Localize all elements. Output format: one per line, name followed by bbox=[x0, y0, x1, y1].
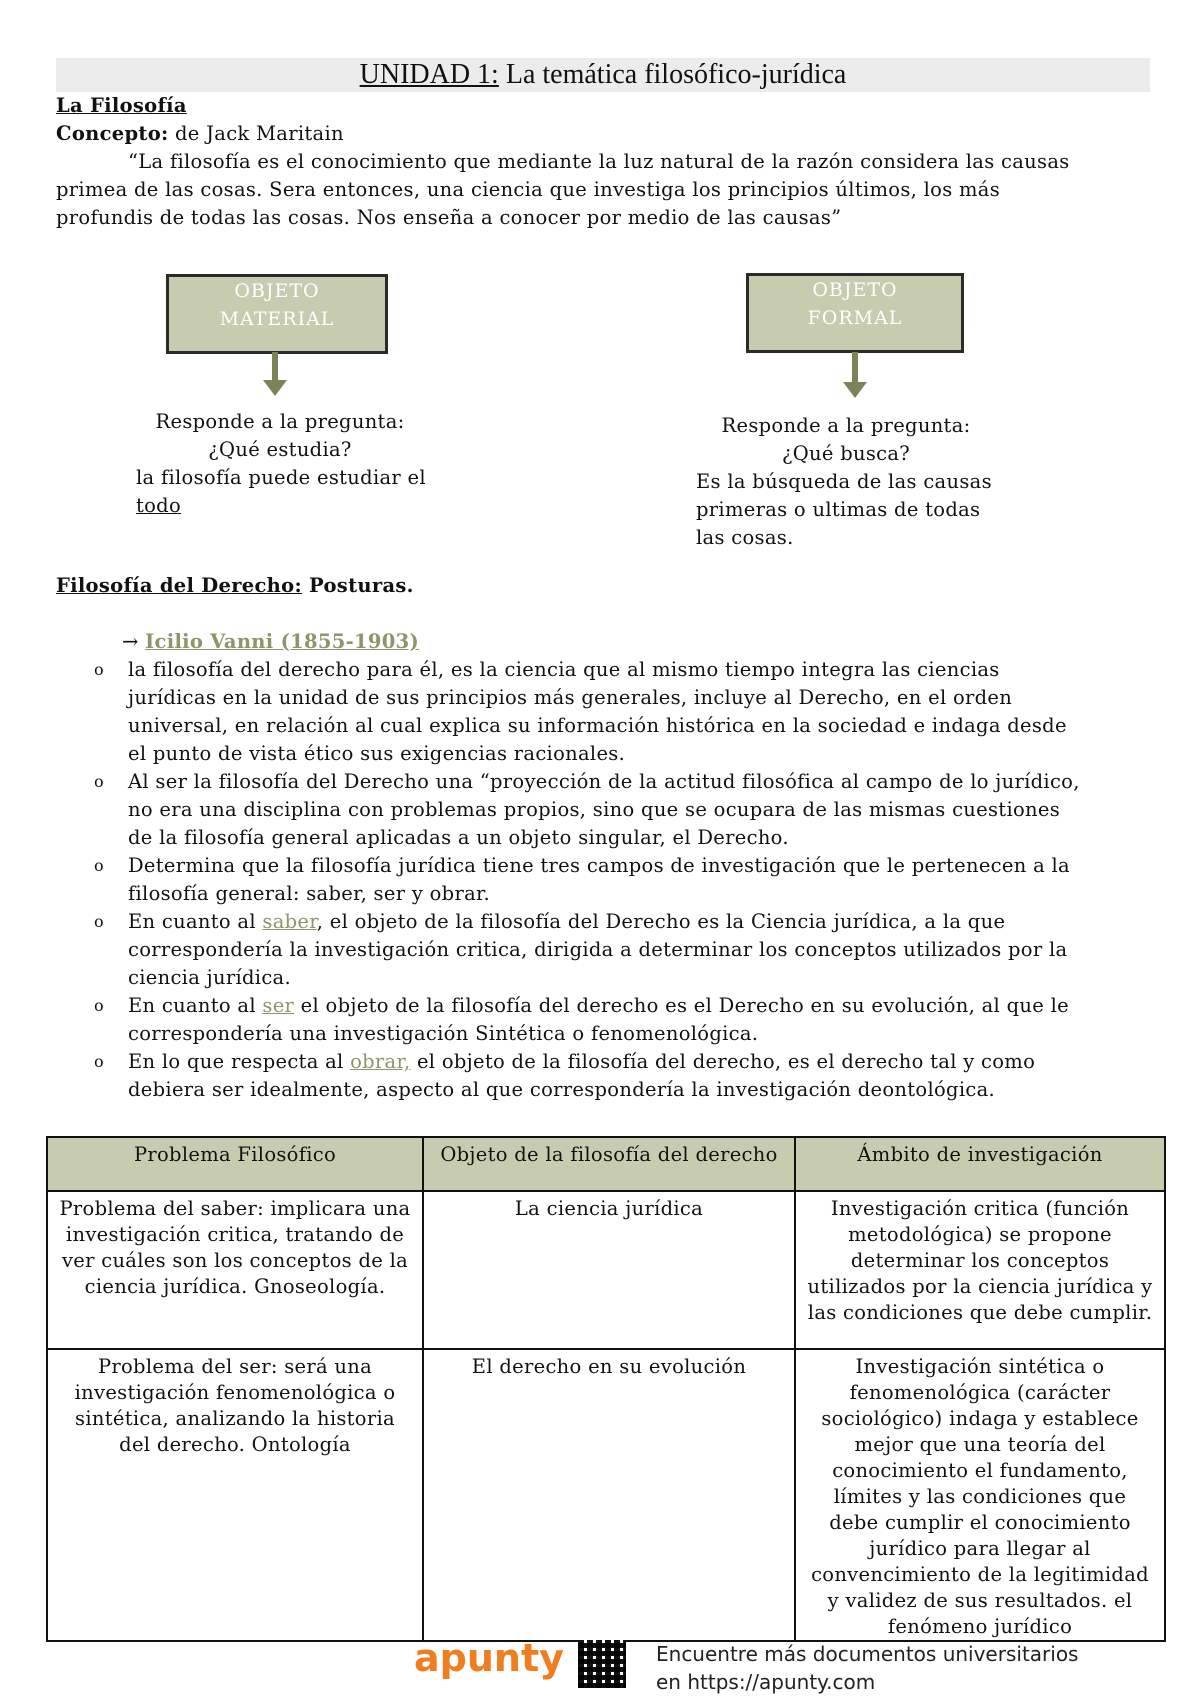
keyword-obrar: obrar, bbox=[350, 1050, 411, 1073]
objeto-material-response bbox=[130, 408, 430, 520]
arrow-right-icon: → bbox=[122, 630, 139, 653]
box-left-line1: OBJETO bbox=[234, 280, 320, 302]
arrow-down-icon bbox=[843, 382, 867, 398]
bullet-icon: o bbox=[94, 912, 104, 931]
resp-left-2: ¿Qué estudia? bbox=[208, 438, 352, 461]
bullet-icon: o bbox=[94, 660, 104, 679]
list-item bbox=[56, 656, 1166, 768]
line: no era una disciplina con problemas propios, sino que se ocupara de las mismas cuestiones bbox=[128, 798, 1061, 821]
resp-right-1: Responde a la pregunta: bbox=[721, 414, 971, 437]
line: correspondería una investigación Sintética o fenomenológica. bbox=[128, 1022, 759, 1045]
table-cell: Investigación sintética o fenomenológica (carácter sociológico) indaga y establece mejor que una teoría del conocimiento el fundamento, límites y las condiciones que debe cumplir el conocimiento jurídico para llegar al convencimiento de la legitimidad y validez de sus resultados. el fenómeno jurídico bbox=[795, 1349, 1165, 1641]
postures-heading bbox=[56, 572, 1166, 600]
text: , el objeto de la filosofía del Derecho es la Ciencia jurídica, a la que bbox=[316, 910, 1006, 933]
table-cell: Investigación critica (función metodológica) se propone determinar los conceptos utilizados por la ciencia jurídica y las condiciones que debe cumplir. bbox=[795, 1191, 1165, 1349]
bullet-icon: o bbox=[94, 856, 104, 875]
objeto-material-box bbox=[166, 274, 388, 354]
table-cell: Problema del saber: implicara una investigación critica, tratando de ver cuáles son los conceptos de la ciencia jurídica. Gnoseología. bbox=[47, 1191, 423, 1349]
resp-right-3: Es la búsqueda de las causas bbox=[696, 470, 992, 493]
table-row bbox=[47, 1191, 1165, 1349]
line: ciencia jurídica. bbox=[128, 966, 291, 989]
section-intro bbox=[56, 92, 1156, 232]
box-right-line1: OBJETO bbox=[812, 279, 898, 301]
concept-label: Concepto: bbox=[56, 122, 169, 145]
list-item bbox=[56, 852, 1166, 908]
text: el objeto de la filosofía del derecho es el Derecho en su evolución, al que le bbox=[294, 994, 1069, 1017]
keyword-ser: ser bbox=[262, 994, 295, 1017]
list-item bbox=[56, 992, 1166, 1048]
section-postures bbox=[56, 572, 1166, 1104]
table-header: Problema Filosófico bbox=[47, 1137, 423, 1191]
quote-line-1: “La filosofía es el conocimiento que mediante la luz natural de la razón considera las causas bbox=[128, 150, 1070, 173]
bullet-icon: o bbox=[94, 996, 104, 1015]
box-right-line2: FORMAL bbox=[807, 307, 903, 329]
resp-left-3: la filosofía puede estudiar el bbox=[136, 466, 426, 489]
author-link[interactable]: Icilio Vanni (1855-1903) bbox=[145, 630, 419, 653]
footer-line-1: Encuentre más documentos universitarios bbox=[656, 1642, 1079, 1666]
footer-text bbox=[656, 1640, 1078, 1696]
concept-line bbox=[56, 120, 1156, 148]
line: la filosofía del derecho para él, es la ciencia que al mismo tiempo integra las ciencias bbox=[128, 658, 1000, 681]
line bbox=[128, 1048, 1166, 1076]
concept-author: de Jack Maritain bbox=[168, 122, 344, 145]
text: En lo que respecta al bbox=[128, 1050, 351, 1073]
line: debiera ser idealmente, aspecto al que correspondería la investigación deontológica. bbox=[128, 1078, 996, 1101]
table-header: Objeto de la filosofía del derecho bbox=[423, 1137, 795, 1191]
table-header-row bbox=[47, 1137, 1165, 1191]
list-item bbox=[56, 908, 1166, 992]
qr-code-icon bbox=[578, 1640, 626, 1688]
bullet-icon: o bbox=[94, 1052, 104, 1071]
quote-line-2: primea de las cosas. Sera entonces, una ciencia que investiga los principios últimos, los más bbox=[56, 178, 1001, 201]
quote-line-3: profundis de todas las cosas. Nos enseña a conocer por medio de las causas” bbox=[56, 206, 842, 229]
postures-list bbox=[56, 656, 1166, 1104]
resp-left-1: Responde a la pregunta: bbox=[155, 410, 405, 433]
line bbox=[128, 992, 1166, 1020]
arrow-down-left-shaft bbox=[272, 352, 278, 380]
objeto-formal-response bbox=[696, 412, 1056, 552]
line: correspondería la investigación critica, dirigida a determinar los conceptos utilizados por la bbox=[128, 938, 1068, 961]
list-item bbox=[56, 1048, 1166, 1104]
line: filosofía general: saber, ser y obrar. bbox=[128, 882, 490, 905]
text: En cuanto al bbox=[128, 910, 263, 933]
footer-link[interactable]: en https://apunty.com bbox=[656, 1670, 876, 1694]
arrow-down-icon bbox=[263, 380, 287, 396]
line: Determina que la filosofía jurídica tiene tres campos de investigación que le pertenecen a la bbox=[128, 854, 1070, 877]
comparison-table bbox=[46, 1136, 1166, 1642]
line: jurídicas en la unidad de sus principios más generales, incluye al Derecho, en el orden bbox=[128, 686, 1013, 709]
line: universal, en relación al cual explica su información histórica en la sociedad e indaga desde bbox=[128, 714, 1067, 737]
table-header: Ámbito de investigación bbox=[795, 1137, 1165, 1191]
resp-right-5: las cosas. bbox=[696, 526, 794, 549]
postures-heading-rest: Posturas. bbox=[301, 574, 414, 597]
title-unit: UNIDAD 1: bbox=[359, 59, 499, 90]
page-title bbox=[56, 58, 1150, 92]
resp-right-2: ¿Qué busca? bbox=[781, 442, 911, 465]
bullet-icon: o bbox=[94, 772, 104, 791]
resp-right-4: primeras o ultimas de todas bbox=[696, 498, 981, 521]
apunty-logo[interactable] bbox=[414, 1638, 564, 1678]
table-cell: La ciencia jurídica bbox=[423, 1191, 795, 1349]
logo-text: apunty bbox=[414, 1636, 564, 1680]
line bbox=[128, 908, 1166, 936]
author-line bbox=[56, 628, 1166, 656]
box-left-line2: MATERIAL bbox=[219, 308, 335, 330]
objeto-formal-box bbox=[746, 273, 964, 353]
text: el objeto de la filosofía del derecho, es el derecho tal y como bbox=[410, 1050, 1036, 1073]
text: En cuanto al bbox=[128, 994, 263, 1017]
arrow-down-right-shaft bbox=[852, 352, 858, 382]
list-item bbox=[56, 768, 1166, 852]
postures-heading-ul: Filosofía del Derecho: bbox=[56, 574, 302, 597]
line: de la filosofía general aplicadas a un objeto singular, el Derecho. bbox=[128, 826, 789, 849]
keyword-saber: saber bbox=[262, 910, 317, 933]
line: Al ser la filosofía del Derecho una “proyección de la actitud filosófica al campo de lo jurídico, bbox=[128, 770, 1080, 793]
resp-left-4: todo bbox=[136, 494, 181, 517]
section-heading: La Filosofía bbox=[56, 94, 187, 117]
line: el punto de vista ético sus exigencias racionales. bbox=[128, 742, 626, 765]
title-text: La temática filosófico-jurídica bbox=[498, 59, 847, 90]
table-cell: Problema del ser: será una investigación fenomenológica o sintética, analizando la historia del derecho. Ontología bbox=[47, 1349, 423, 1641]
table-cell: El derecho en su evolución bbox=[423, 1349, 795, 1641]
table-row bbox=[47, 1349, 1165, 1641]
